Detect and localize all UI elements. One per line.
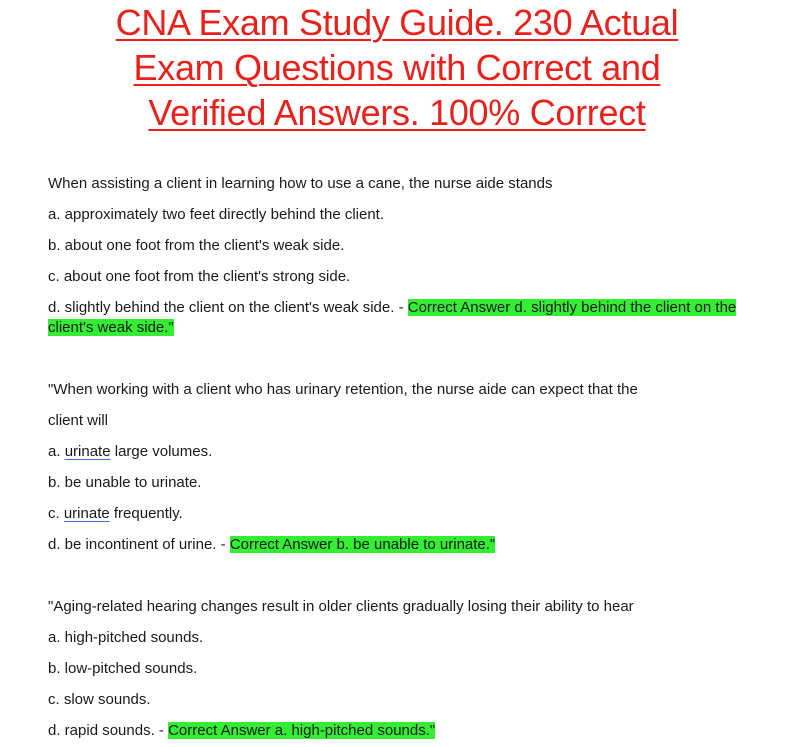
question-1-option-a: a. approximately two feet directly behind the client. [48, 206, 385, 223]
question-2-option-d-line [48, 529, 748, 560]
question-1-option-c: c. about one foot from the client's strong side. [48, 268, 351, 285]
title-line-2: Exam Questions with Correct and [133, 47, 661, 88]
question-2-option-c-suffix: frequently. [109, 505, 183, 522]
question-2-correct-answer: Correct Answer b. be unable to urinate." [229, 536, 496, 553]
question-3-prompt: "Aging-related hearing changes result in older clients gradually losing their ability to hear [48, 598, 634, 615]
question-3-correct-answer: Correct Answer a. high-pitched sounds." [168, 722, 436, 739]
question-3-option-d-line [48, 715, 748, 746]
question-2-prompt-line-1: "When working with a client who has urinary retention, the nurse aide can expect that the [48, 381, 638, 398]
question-spacer [48, 343, 748, 374]
question-1 [48, 168, 748, 343]
question-3 [48, 591, 748, 746]
question-2-option-c [48, 498, 748, 529]
question-2-option-b: b. be unable to urinate. [48, 474, 202, 491]
question-1-option-d-line [48, 292, 748, 343]
question-2 [48, 374, 748, 560]
question-2-option-a-underlined-word: urinate [64, 443, 111, 460]
question-2-option-a-prefix: a. [48, 443, 65, 460]
document-body [48, 168, 748, 746]
question-spacer [48, 560, 748, 591]
question-1-option-b: b. about one foot from the client's weak side. [48, 237, 345, 254]
question-1-prompt: When assisting a client in learning how to use a cane, the nurse aide stands [48, 175, 553, 192]
question-3-option-c: c. slow sounds. [48, 691, 151, 708]
question-2-option-a-suffix: large volumes. [110, 443, 213, 460]
question-2-option-a [48, 436, 748, 467]
document-title [0, 0, 794, 135]
title-line-1: CNA Exam Study Guide. 230 Actual [115, 2, 679, 43]
question-3-option-b: b. low-pitched sounds. [48, 660, 198, 677]
question-1-option-d: d. slightly behind the client on the client's weak side. - [48, 299, 408, 316]
title-line-3: Verified Answers. 100% Correct [148, 92, 646, 133]
question-2-option-c-underlined-word: urinate [63, 505, 110, 522]
question-1-correct-answer: Correct Answer d. slightly behind the client on the client's weak side." [48, 299, 737, 336]
question-2-option-c-prefix: c. [48, 505, 64, 522]
question-2-option-d: d. be incontinent of urine. - [48, 536, 230, 553]
question-3-option-d: d. rapid sounds. - [48, 722, 169, 739]
question-3-option-a: a. high-pitched sounds. [48, 629, 204, 646]
question-2-prompt-line-2: client will [48, 412, 109, 429]
